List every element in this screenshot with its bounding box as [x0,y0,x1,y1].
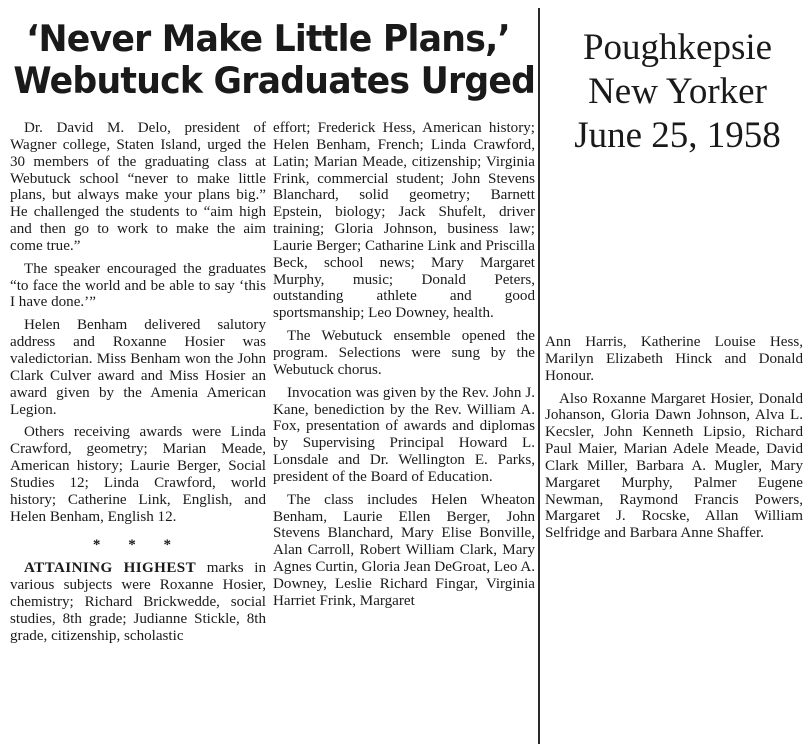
paragraph: Others receiving awards were Linda Crawford, geometry; Marian Meade, American history; Laurie Berger, Social Studies 12; Linda Crawford, world history; Catherine Link, English, and Helen Benham, English 12. [10,424,266,525]
paragraph: effort; Frederick Hess, American history; Helen Benham, French; Linda Crawford, Latin; Marian Meade, citizenship; Virginia Frink, commercial student; John Stevens Blanchard, solid geometry; Barnett Epstein, biology; Jack Shufelt, driver training; Gloria Johnson, business law; Laurie Berger; Catharine Link and Priscilla Beck, school news; Mary Margaret Murphy, music; Donald Peters, outstanding athlete and good sportsmanship; Leo Downey, health. [273,120,535,322]
run-in-subhead: ATTAINING HIGHEST [24,560,197,577]
headline [0,18,536,102]
paragraph [10,560,266,644]
headline-line-1: ‘Never Make Little Plans,’ [26,17,510,60]
publication-date: June 25, 1958 [574,115,781,156]
article-column-2 [273,120,535,616]
paragraph: Invocation was given by the Rev. John J. Kane, benediction by the Rev. William A. Fox, presentation of awards and diplomas by Supervising Principal Howard L. Lonsdale and Dr. Wellington E. Parks, president of the Board of Education. [273,384,535,485]
publication-name-line-1: Poughkepsie [582,27,773,68]
article-column-1 [10,120,266,650]
paragraph: Helen Benham delivered salutory address and Roxanne Hosier was valedictorian. Miss Benham won the John Clark Culver award and Miss Hosier an award given by the Amenia American Legion. [10,317,266,418]
headline-line-2: Webutuck Graduates Urged [13,59,536,102]
paragraph: Also Roxanne Margaret Hosier, Donald Johanson, Gloria Dawn Johnson, Alva L. Kecsler, John Kenneth Lipsio, Richard Paul Maier, Marian Adele Meade, David Clark Miller, Barbara A. Mugler, Mary Margaret Murphy, Palmer Eugene Newman, Raymond Francis Powers, Margaret J. Rocske, Allan William Selfridge and Barbara Anne Shaffer. [545,390,803,542]
section-separator: * * * [92,537,184,554]
paragraph: The Webutuck ensemble opened the program. Selections were sung by the Webutuck chorus. [273,328,535,378]
publication-name-line-2: New Yorker [588,71,767,112]
article-column-3 [545,334,803,548]
paragraph: Dr. David M. Delo, president of Wagner college, Staten Island, urged the 30 members of the graduating class at Webutuck school “never to make little plans, but always make your plans big.” He challenged the students to “aim high and then go to work to make the aim come true.” [10,120,266,254]
paragraph: Ann Harris, Katherine Louise Hess, Marilyn Elizabeth Hinck and Donald Honour. [545,334,803,384]
column-divider [538,8,540,744]
paragraph: The speaker encouraged the graduates “to face the world and be able to say ‘this I have done.’” [10,260,266,311]
paragraph: The class includes Helen Wheaton Benham, Laurie Ellen Berger, John Stevens Blanchard, Mary Elise Bonville, Alan Carroll, Robert William Clark, Mary Agnes Curtin, Gloria Jean DeGroat, Leo A. Downey, Leslie Richard Fingar, Virginia Harriet Frink, Margaret [273,491,535,609]
source-dateline [545,26,810,158]
paragraph-text: marks in various subjects were Roxanne Hosier, chemistry; Richard Brickwedde, social studies, 8th grade; Judianne Stickle, 8th grade, citizenship, scholastic [10,560,266,644]
